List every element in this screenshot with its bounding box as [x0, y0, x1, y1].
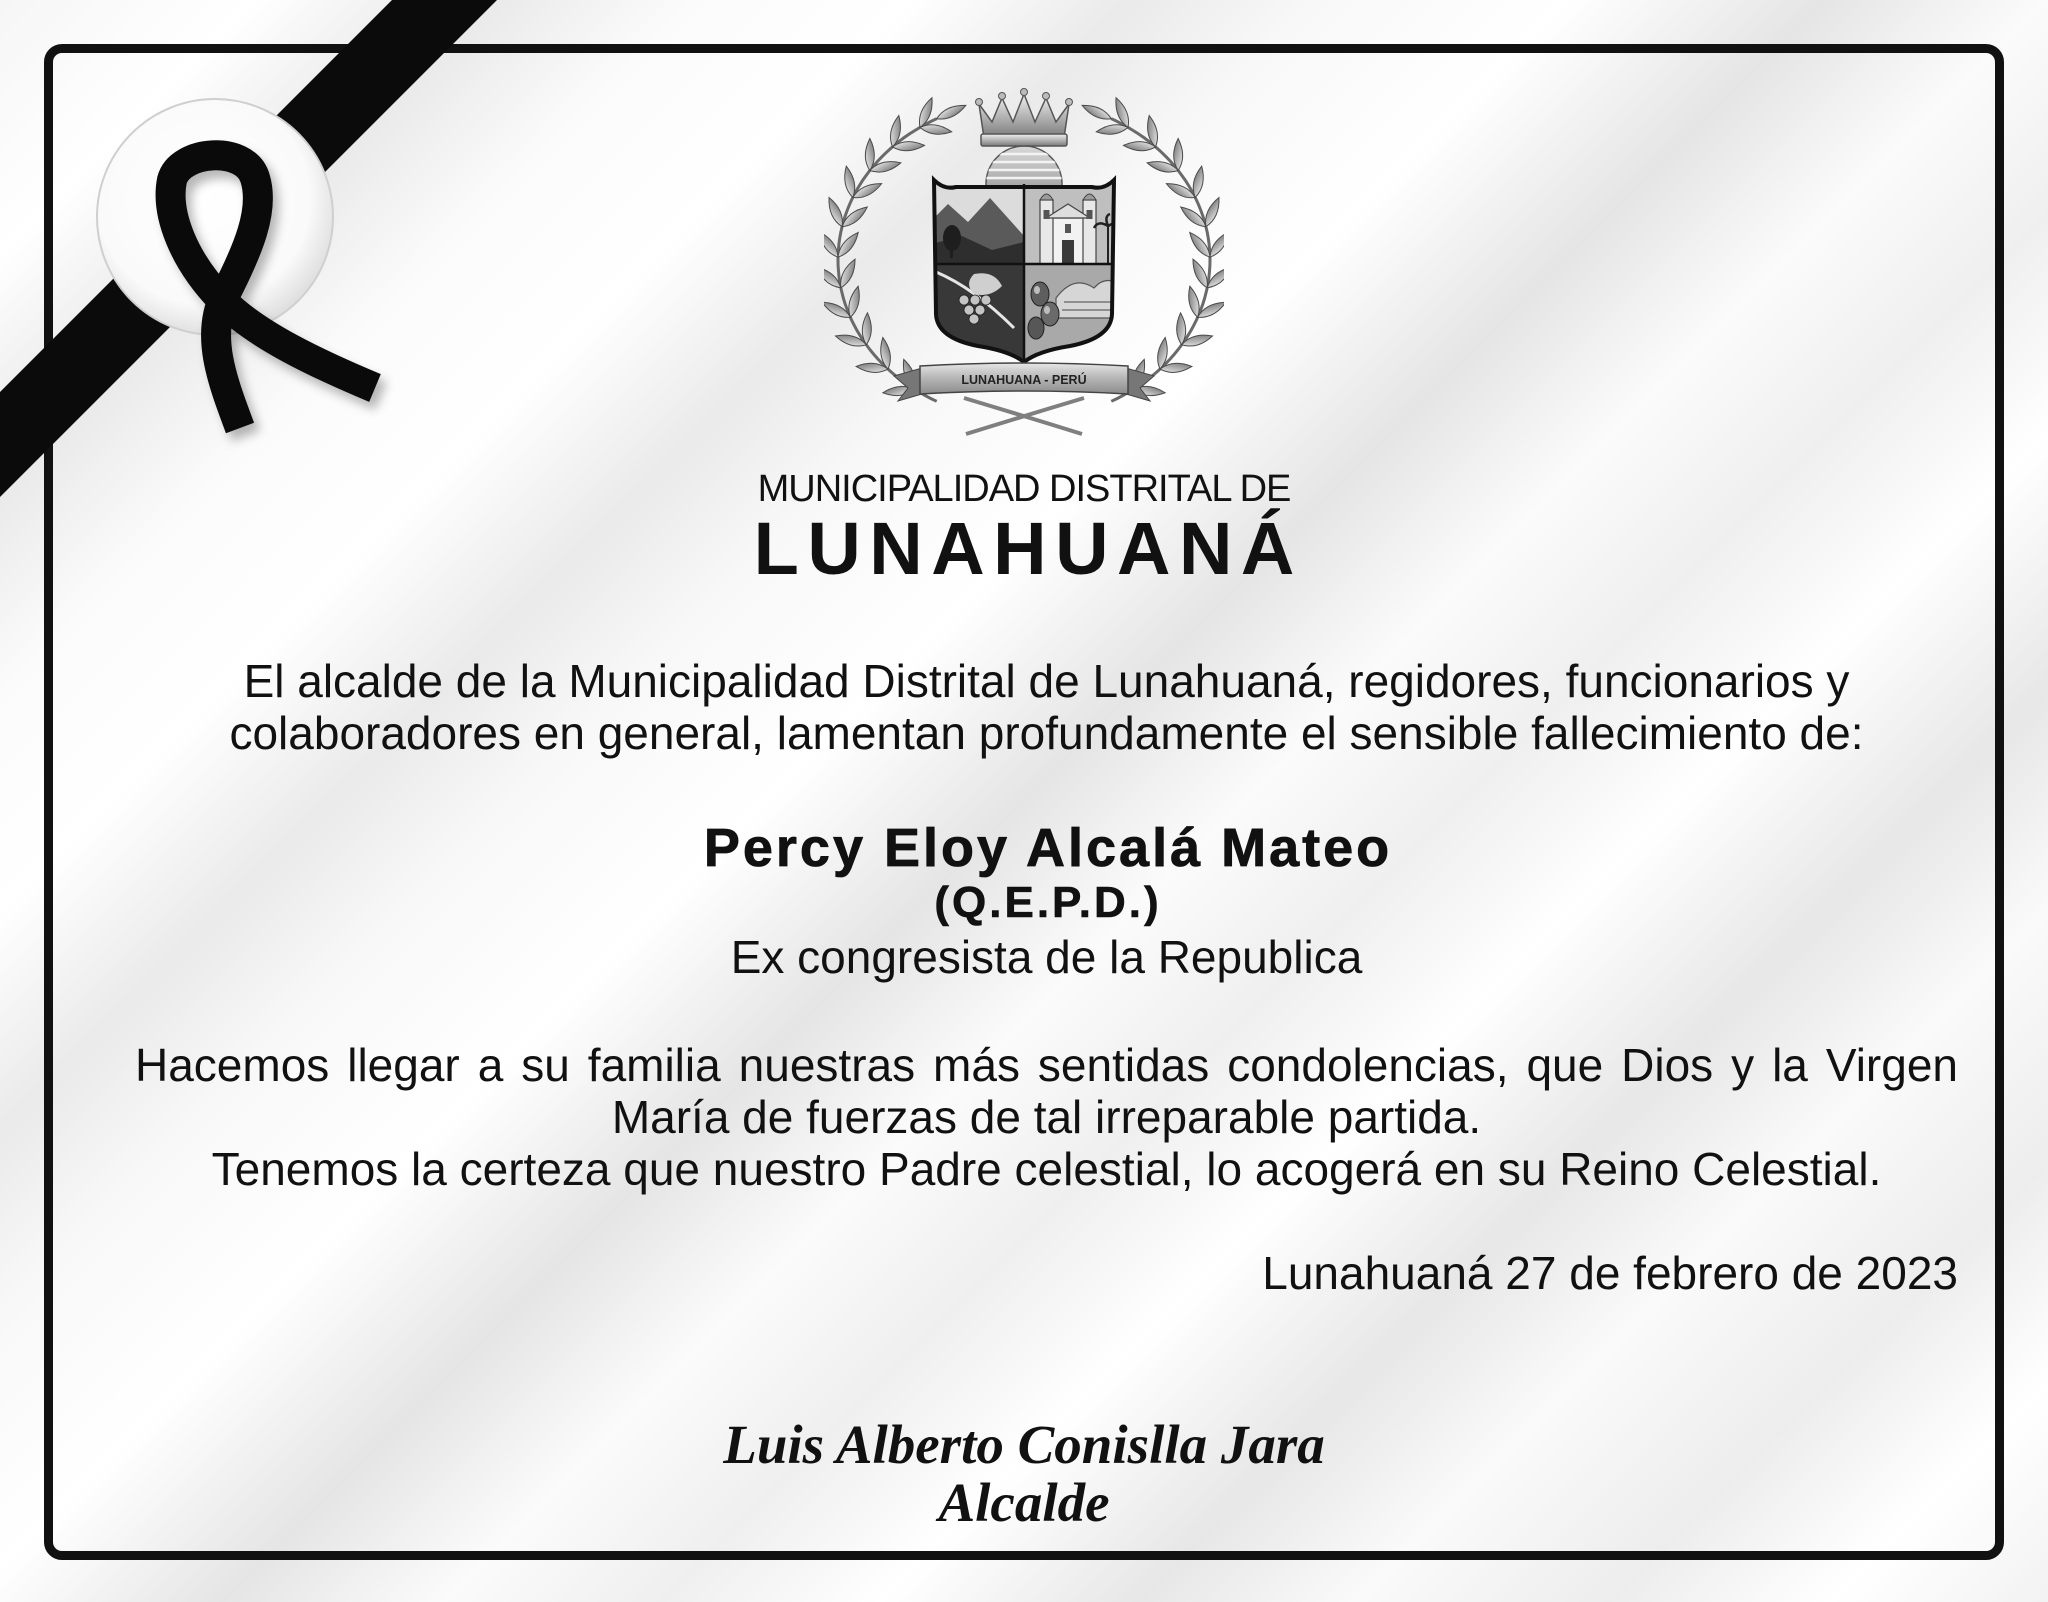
shield-quadrant-church [1024, 176, 1124, 264]
shield [924, 176, 1124, 364]
district-name: LUNAHUANÁ [753, 507, 1303, 590]
deceased-suffix: (Q.E.P.D.) [934, 878, 1162, 927]
signature-role: Alcalde [938, 1472, 1110, 1533]
coat-of-arms-icon [824, 88, 1224, 438]
signature-name: Luis Alberto Conislla Jara [723, 1414, 1325, 1475]
intro-line: colaboradores en general, lamentan profundamente el sensible fallecimiento de: [229, 707, 1864, 759]
crown-icon [976, 89, 1073, 147]
logo-banner-text: LUNAHUANA - PERÚ [961, 373, 1087, 387]
deceased-name: Percy Eloy Alcalá Mateo [703, 818, 1393, 878]
intro-line: El alcalde de la Municipalidad Distrital de Lunahuaná, regidores, funcionarios y [243, 655, 1850, 707]
condolence-line: Tenemos la certeza que nuestro Padre celestial, lo acogerá en su Reino Celestial. [211, 1143, 1882, 1195]
condolence-line: María de fuerzas de tal irreparable partida. [611, 1091, 1482, 1143]
shield-quadrant-vineyard [924, 264, 1024, 364]
laurel-leaf [1080, 101, 1113, 123]
condolence-line: Hacemos llegar a su familia nuestras más sentidas condolencias, que Dios y la Virgen [135, 1039, 1958, 1091]
deceased-title: Ex congresista de la Republica [730, 931, 1363, 983]
shield-quadrant-fruits [1024, 264, 1124, 364]
shield-quadrant-landscape [924, 176, 1024, 264]
logo-banner [894, 363, 1154, 401]
laurel-leaf [935, 101, 968, 123]
place-date: Lunahuaná 27 de febrero de 2023 [1262, 1247, 1958, 1299]
institution-label: MUNICIPALIDAD DISTRITAL DE [757, 468, 1291, 510]
crossed-stems [964, 398, 1084, 434]
